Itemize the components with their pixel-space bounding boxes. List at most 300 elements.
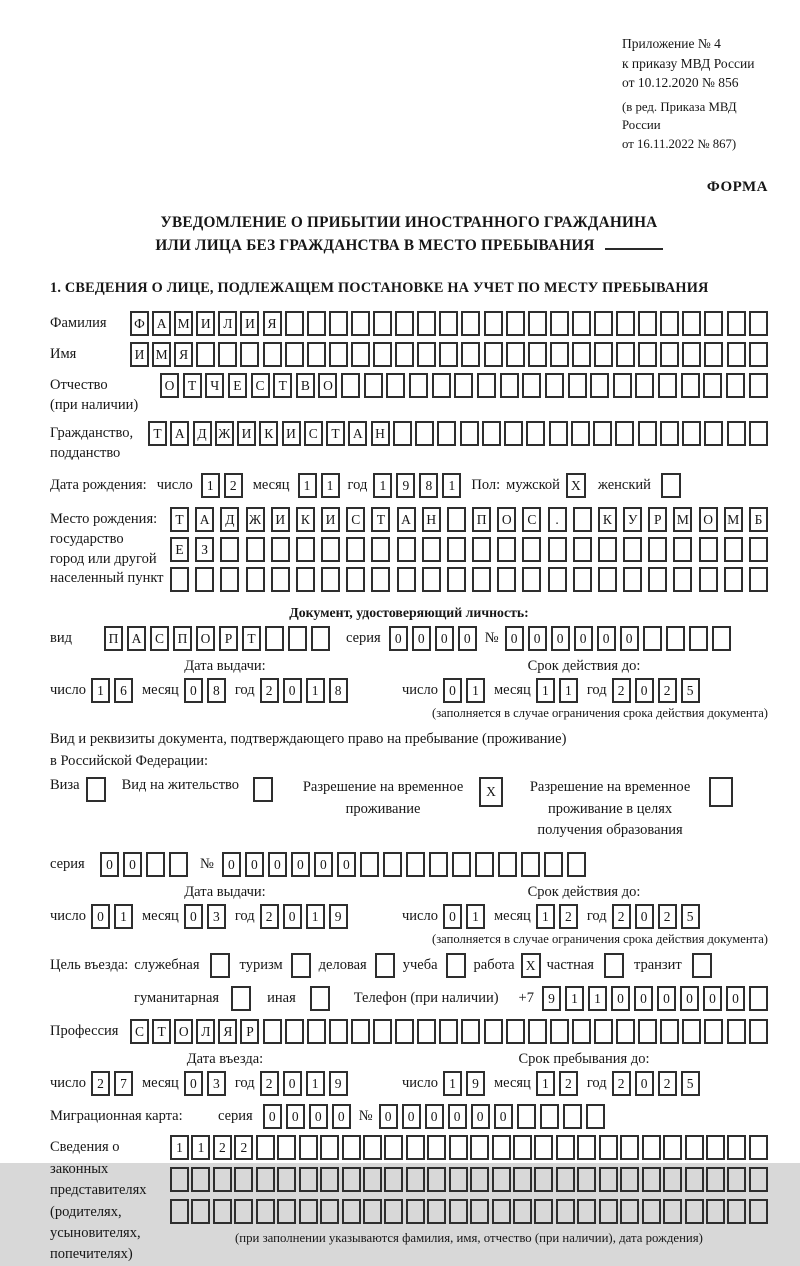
char-cell: 0 [314, 852, 333, 877]
char-cell [263, 342, 282, 367]
doc-type-label: вид [50, 630, 72, 647]
char-cell [363, 1135, 382, 1160]
char-cell: 0 [268, 852, 287, 877]
char-cell [727, 1167, 746, 1192]
char-cell: 5 [681, 904, 700, 929]
char-cell [196, 342, 215, 367]
char-cell [704, 421, 723, 446]
char-cell [484, 1019, 503, 1044]
char-cell: 8 [329, 678, 348, 703]
char-cell [567, 852, 586, 877]
char-cell [572, 342, 591, 367]
char-cell: 1 [443, 1071, 462, 1096]
char-cell: И [240, 311, 259, 336]
char-cell [492, 1167, 511, 1192]
char-cell: Е [228, 373, 247, 398]
char-cell [506, 1019, 525, 1044]
purpose-label: учеба [402, 957, 438, 973]
char-cell [620, 1167, 639, 1192]
char-cell: М [673, 507, 692, 532]
char-cell [447, 507, 466, 532]
char-cell [599, 1199, 618, 1224]
char-cell [470, 1199, 489, 1224]
char-cell [749, 1135, 768, 1160]
char-cell: 0 [680, 986, 699, 1011]
char-cell [341, 373, 360, 398]
purpose-label: туризм [239, 957, 283, 973]
char-cell [663, 1135, 682, 1160]
char-cell: 9 [542, 986, 561, 1011]
char-cell: 2 [213, 1135, 232, 1160]
char-cell [623, 567, 642, 592]
char-cell [417, 311, 436, 336]
char-cell [169, 852, 188, 877]
char-cell: 3 [207, 1071, 226, 1096]
char-cell [454, 373, 473, 398]
char-cell [590, 373, 609, 398]
char-cell: 0 [435, 626, 454, 651]
char-cell [449, 1135, 468, 1160]
char-cell: О [196, 626, 215, 651]
surname-label: Фамилия [50, 315, 107, 332]
char-cell: 2 [612, 904, 631, 929]
residence-doc-note: (заполняется в случае ограничения срока действия документа) [432, 932, 768, 947]
form-title-line2: ИЛИ ЛИЦА БЕЗ ГРАЖДАНСТВА В МЕСТО ПРЕБЫВАНИЯ [50, 235, 768, 258]
char-cell: О [318, 373, 337, 398]
char-cell [682, 421, 701, 446]
entry-year-cells [260, 1071, 348, 1096]
char-cell [528, 1019, 547, 1044]
char-cell [346, 567, 365, 592]
char-cell [727, 1135, 746, 1160]
char-cell [320, 1199, 339, 1224]
char-cell [706, 1199, 725, 1224]
char-cell [727, 311, 746, 336]
res-expiry-year-cells [612, 904, 700, 929]
stay-day-cells [443, 1071, 485, 1096]
char-cell [658, 373, 677, 398]
res-issue-day-cells [91, 904, 133, 929]
birth-place-row3 [170, 567, 768, 592]
char-cell: 0 [726, 986, 745, 1011]
char-cell [648, 537, 667, 562]
char-cell [549, 421, 568, 446]
char-cell [673, 567, 692, 592]
res-issue-month-cells [184, 904, 226, 929]
char-cell [749, 373, 768, 398]
char-cell [615, 421, 634, 446]
char-cell: 2 [612, 1071, 631, 1096]
char-cell [234, 1199, 253, 1224]
char-cell [461, 342, 480, 367]
residence-series-cells [100, 852, 188, 877]
sex-label: Пол: [471, 477, 501, 494]
char-cell: 0 [184, 904, 203, 929]
char-cell [727, 1199, 746, 1224]
char-cell [397, 567, 416, 592]
char-cell: 0 [402, 1104, 421, 1129]
stay-year-cells [612, 1071, 700, 1096]
char-cell: 1 [442, 473, 461, 498]
char-cell [256, 1135, 275, 1160]
char-cell [498, 852, 517, 877]
char-cell: 2 [234, 1135, 253, 1160]
char-cell [573, 507, 592, 532]
birth-place-row2 [170, 537, 768, 562]
residence-number-label: № [200, 856, 214, 872]
migration-number-cells [379, 1104, 605, 1129]
char-cell [556, 1135, 575, 1160]
char-cell: А [348, 421, 367, 446]
char-cell [395, 342, 414, 367]
char-cell [550, 342, 569, 367]
char-cell [422, 567, 441, 592]
char-cell: Е [170, 537, 189, 562]
char-cell: Т [170, 507, 189, 532]
char-cell [556, 1167, 575, 1192]
char-cell [384, 1167, 403, 1192]
entry-dates-headings: Дата въезда: Срок пребывания до: [186, 1051, 650, 1068]
char-cell [427, 1167, 446, 1192]
entry-day-cells [91, 1071, 133, 1096]
char-cell [724, 567, 743, 592]
month-label: месяц [252, 477, 290, 494]
char-cell [556, 1199, 575, 1224]
char-cell: Ф [130, 311, 149, 336]
char-cell [427, 1135, 446, 1160]
char-cell: А [195, 507, 214, 532]
char-cell [724, 537, 743, 562]
char-cell [497, 567, 516, 592]
char-cell [299, 1199, 318, 1224]
birth-place-cells [170, 507, 768, 597]
char-cell [577, 1199, 596, 1224]
char-cell: 0 [222, 852, 241, 877]
expiry-month-cells [536, 678, 578, 703]
char-cell [311, 626, 330, 651]
char-cell: 1 [306, 904, 325, 929]
migration-card-label: Миграционная карта: [50, 1108, 183, 1124]
char-cell [586, 1104, 605, 1129]
char-cell: 0 [597, 626, 616, 651]
expiry-year-cells [612, 678, 700, 703]
char-cell [513, 1167, 532, 1192]
char-cell [417, 1019, 436, 1044]
char-cell [484, 311, 503, 336]
char-cell [749, 1199, 768, 1224]
char-cell [320, 1135, 339, 1160]
char-cell [673, 537, 692, 562]
char-cell: 0 [337, 852, 356, 877]
char-cell [704, 311, 723, 336]
char-cell [393, 421, 412, 446]
char-cell: 0 [471, 1104, 490, 1129]
char-cell [470, 1135, 489, 1160]
char-cell: О [699, 507, 718, 532]
char-cell [572, 311, 591, 336]
char-cell: К [598, 507, 617, 532]
char-cell [613, 373, 632, 398]
char-cell [506, 342, 525, 367]
char-cell: 1 [536, 1071, 555, 1096]
representatives-note: (при заполнении указываются фамилия, имя, отчество (при наличии), дата рождения) [235, 1231, 703, 1246]
annex-subline: (в ред. Приказа МВД России [622, 99, 737, 133]
char-cell: 0 [443, 904, 462, 929]
birth-year-cells [373, 473, 461, 498]
char-cell: 1 [466, 904, 485, 929]
char-cell: Т [273, 373, 292, 398]
char-cell: 0 [91, 904, 110, 929]
issue-day-cells [91, 678, 133, 703]
char-cell: 1 [536, 904, 555, 929]
char-cell: 5 [681, 678, 700, 703]
char-cell: 1 [306, 1071, 325, 1096]
residence-permit-label: Вид на жительство [121, 776, 240, 793]
char-cell: 0 [100, 852, 119, 877]
char-cell: З [195, 537, 214, 562]
char-cell: 9 [396, 473, 415, 498]
char-cell [371, 537, 390, 562]
char-cell [146, 852, 165, 877]
char-cell [296, 537, 315, 562]
char-cell [660, 421, 679, 446]
char-cell: 0 [657, 986, 676, 1011]
char-cell [432, 373, 451, 398]
char-cell: Т [152, 1019, 171, 1044]
char-cell [727, 1019, 746, 1044]
char-cell [534, 1167, 553, 1192]
representatives-row3 [170, 1199, 768, 1224]
char-cell [616, 311, 635, 336]
char-cell: С [346, 507, 365, 532]
char-cell [342, 1167, 361, 1192]
char-cell [727, 342, 746, 367]
temp-residence-checkbox: X [479, 777, 503, 807]
char-cell: С [150, 626, 169, 651]
profession-cells [130, 1019, 768, 1044]
char-cell [288, 626, 307, 651]
char-cell: 1 [565, 986, 584, 1011]
char-cell [234, 1167, 253, 1192]
migration-series-cells [263, 1104, 351, 1129]
char-cell [726, 373, 745, 398]
char-cell [395, 311, 414, 336]
char-cell: С [304, 421, 323, 446]
char-cell [246, 537, 265, 562]
char-cell [437, 421, 456, 446]
char-cell [573, 567, 592, 592]
char-cell [749, 1167, 768, 1192]
char-cell [427, 1199, 446, 1224]
purpose-private-checkbox [604, 953, 624, 978]
char-cell [384, 1135, 403, 1160]
char-cell [271, 567, 290, 592]
char-cell [620, 1199, 639, 1224]
char-cell [534, 1199, 553, 1224]
char-cell [540, 1104, 559, 1129]
char-cell: О [174, 1019, 193, 1044]
phone-prefix: +7 [518, 990, 534, 1006]
char-cell: 0 [283, 1071, 302, 1096]
char-cell [461, 311, 480, 336]
char-cell [191, 1167, 210, 1192]
citizenship-cells [148, 421, 768, 446]
char-cell: Т [371, 507, 390, 532]
day-label: число [156, 477, 193, 494]
char-cell [263, 1019, 282, 1044]
char-cell [321, 567, 340, 592]
char-cell [213, 1167, 232, 1192]
char-cell [643, 626, 662, 651]
char-cell [682, 342, 701, 367]
char-cell [492, 1135, 511, 1160]
char-cell [449, 1167, 468, 1192]
char-cell [277, 1135, 296, 1160]
char-cell: 1 [588, 986, 607, 1011]
char-cell [406, 1135, 425, 1160]
char-cell [638, 311, 657, 336]
residence-permit-checkbox [253, 777, 273, 802]
char-cell: Т [326, 421, 345, 446]
purpose-tourism-checkbox [291, 953, 311, 978]
char-cell: Д [193, 421, 212, 446]
char-cell: . [548, 507, 567, 532]
char-cell: 0 [283, 678, 302, 703]
char-cell [406, 852, 425, 877]
char-cell [371, 567, 390, 592]
char-cell: И [271, 507, 290, 532]
char-cell [706, 1167, 725, 1192]
char-cell [706, 1135, 725, 1160]
char-cell [568, 373, 587, 398]
char-cell: А [397, 507, 416, 532]
char-cell [460, 421, 479, 446]
char-cell: 2 [658, 904, 677, 929]
char-cell: 0 [551, 626, 570, 651]
char-cell [521, 852, 540, 877]
char-cell [373, 311, 392, 336]
visa-checkbox [86, 777, 106, 802]
issue-year-cells [260, 678, 348, 703]
residence-number-cells [222, 852, 586, 877]
profession-label: Профессия [50, 1023, 119, 1040]
char-cell: С [130, 1019, 149, 1044]
char-cell: 1 [298, 473, 317, 498]
char-cell [373, 342, 392, 367]
char-cell [682, 1019, 701, 1044]
char-cell: 1 [201, 473, 220, 498]
annex-line: Приложение № 4 [622, 36, 721, 51]
char-cell [277, 1199, 296, 1224]
char-cell: 0 [389, 626, 408, 651]
char-cell: 2 [559, 1071, 578, 1096]
purpose-transit-checkbox [692, 953, 712, 978]
birth-date-label: Дата рождения: [50, 477, 147, 494]
char-cell [522, 373, 541, 398]
char-cell [573, 537, 592, 562]
char-cell [307, 311, 326, 336]
char-cell [475, 852, 494, 877]
purpose-humanitarian-checkbox [231, 986, 251, 1011]
char-cell [545, 373, 564, 398]
char-cell [517, 1104, 536, 1129]
char-cell [704, 342, 723, 367]
char-cell [329, 1019, 348, 1044]
char-cell [170, 1199, 189, 1224]
char-cell [277, 1167, 296, 1192]
char-cell [550, 311, 569, 336]
char-cell: 1 [466, 678, 485, 703]
char-cell [170, 1167, 189, 1192]
char-cell: В [296, 373, 315, 398]
annex-line: к приказу МВД России [622, 55, 755, 71]
char-cell [682, 311, 701, 336]
char-cell [577, 1167, 596, 1192]
char-cell: К [296, 507, 315, 532]
char-cell [271, 537, 290, 562]
char-cell [699, 567, 718, 592]
char-cell [439, 342, 458, 367]
char-cell [447, 537, 466, 562]
char-cell [685, 1199, 704, 1224]
char-cell [342, 1135, 361, 1160]
birth-place-row1 [170, 507, 768, 532]
char-cell [417, 342, 436, 367]
char-cell: 0 [309, 1104, 328, 1129]
char-cell: 0 [703, 986, 722, 1011]
char-cell [307, 1019, 326, 1044]
char-cell [648, 567, 667, 592]
char-cell: Н [371, 421, 390, 446]
char-cell [544, 852, 563, 877]
doc-number-label: № [484, 630, 499, 647]
char-cell: 0 [443, 678, 462, 703]
char-cell [439, 311, 458, 336]
char-cell: 1 [373, 473, 392, 498]
char-cell [482, 421, 501, 446]
char-cell: Л [196, 1019, 215, 1044]
char-cell [285, 311, 304, 336]
char-cell: 0 [528, 626, 547, 651]
char-cell: С [522, 507, 541, 532]
expiry-day-cells [443, 678, 485, 703]
char-cell [635, 373, 654, 398]
res-expiry-month-cells [536, 904, 578, 929]
phone-cells [542, 986, 768, 1011]
residence-series-label: серия [50, 856, 85, 872]
char-cell [599, 1167, 618, 1192]
residence-doc-dates-headings: Дата выдачи: Срок действия до: [184, 884, 641, 901]
birth-day-cells [201, 473, 243, 498]
char-cell [749, 986, 768, 1011]
char-cell: 9 [329, 1071, 348, 1096]
purpose-study-checkbox [446, 953, 466, 978]
char-cell: Л [218, 311, 237, 336]
char-cell [406, 1167, 425, 1192]
char-cell [422, 537, 441, 562]
char-cell [712, 626, 731, 651]
char-cell [265, 626, 284, 651]
char-cell [616, 1019, 635, 1044]
char-cell [642, 1199, 661, 1224]
res-issue-year-cells [260, 904, 348, 929]
char-cell: 2 [260, 1071, 279, 1096]
char-cell [397, 537, 416, 562]
char-cell: 0 [620, 626, 639, 651]
char-cell [497, 537, 516, 562]
male-checkbox: X [566, 473, 586, 498]
purpose-work-checkbox: X [521, 953, 541, 978]
